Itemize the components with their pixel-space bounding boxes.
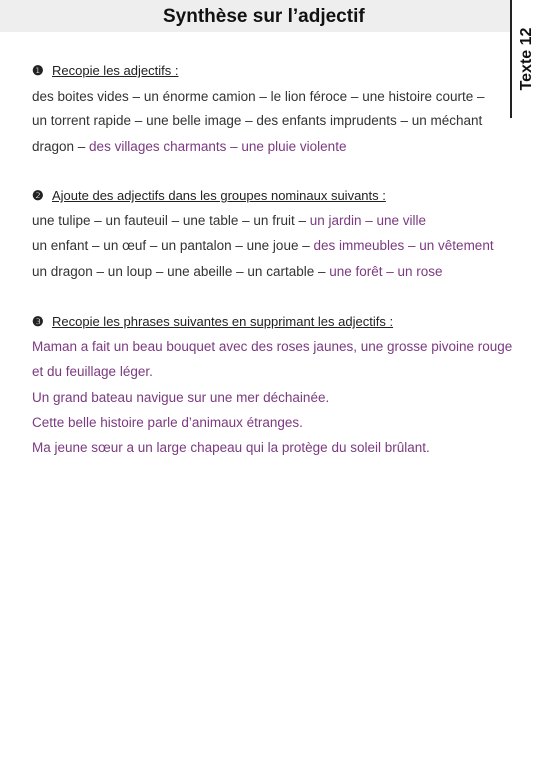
exercise2-line-part: un dragon – un loup – une abeille – un cartable – <box>32 264 330 279</box>
side-tab <box>510 0 540 118</box>
exercise2-line-part-accent: des immeubles – un vêtement <box>313 238 494 253</box>
exercise2-line <box>32 264 443 279</box>
exercise3-heading <box>32 314 393 330</box>
exercise3-line: Ma jeune sœur a un large chapeau qui la protège du soleil brûlant. <box>32 440 430 455</box>
exercise1-line-part: dragon – <box>32 139 90 154</box>
exercise1-line: des boites vides – un énorme camion – le lion féroce – une histoire courte – <box>32 89 485 104</box>
exercise1-line <box>32 139 346 154</box>
exercise1-number: ❶ <box>32 63 44 78</box>
exercise2-heading <box>32 188 386 204</box>
exercise3-number: ❸ <box>32 314 44 329</box>
exercise1-line: un torrent rapide – une belle image – des enfants imprudents – un méchant <box>32 113 483 128</box>
exercise2-line-part: un enfant – un œuf – un pantalon – une joue – <box>32 238 314 253</box>
exercise3-line: Cette belle histoire parle d’animaux étranges. <box>32 415 303 430</box>
exercise1-line-part-accent: des villages charmants – une pluie violente <box>89 139 347 154</box>
exercise3-line: Un grand bateau navigue sur une mer déchainée. <box>32 390 330 405</box>
exercise3-line: et du feuillage léger. <box>32 364 153 379</box>
exercise2-line-part-accent: un jardin – une ville <box>309 213 427 228</box>
exercise2-instruction: Ajoute des adjectifs dans les groupes nominaux suivants : <box>52 188 386 203</box>
exercise2-line-part: une tulipe – un fauteuil – une table – un fruit – <box>32 213 310 228</box>
exercise3-line: Maman a fait un beau bouquet avec des roses jaunes, une grosse pivoine rouge <box>32 339 513 354</box>
exercise1-heading <box>32 63 178 79</box>
side-tab-label: Texte 12 <box>518 27 535 91</box>
exercise2-line-part-accent: une forêt – un rose <box>329 264 443 279</box>
exercise2-line <box>32 238 494 253</box>
exercise2-number: ❷ <box>32 188 44 203</box>
exercise3-instruction: Recopie les phrases suivantes en supprimant les adjectifs : <box>52 314 394 329</box>
page-title: Synthèse sur l’adjectif <box>163 6 365 27</box>
exercise2-line <box>32 213 426 228</box>
exercise1-instruction: Recopie les adjectifs : <box>52 63 179 78</box>
